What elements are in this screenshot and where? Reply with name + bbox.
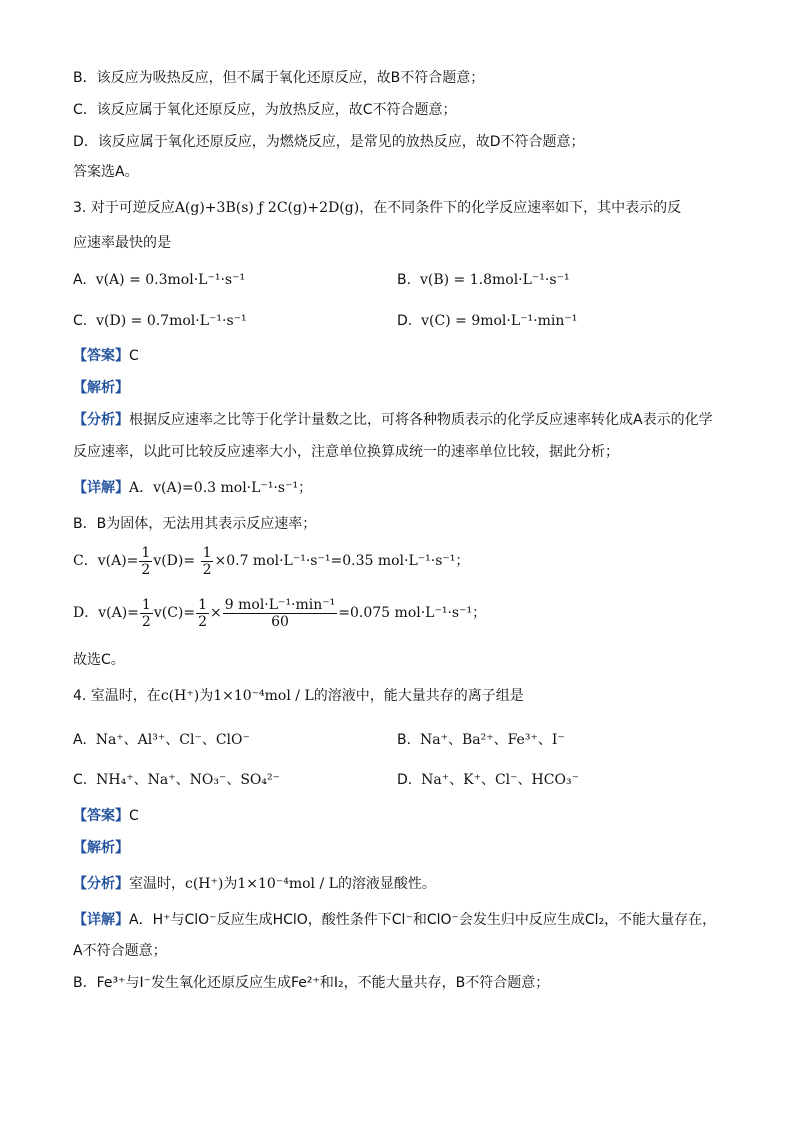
option-d: [397, 770, 579, 790]
option-key: D.: [397, 313, 413, 329]
xiangjie-a-cont: A不符合题意；: [73, 943, 167, 959]
fenxi-line-cont: 反应速率，以此可比较反应速率大小，注意单位换算成统一的速率单位比较，据此分析；: [73, 444, 619, 460]
xiangjie-c: [73, 542, 469, 580]
xiangjie-label: 【详解】: [73, 480, 129, 496]
answer-line: [73, 346, 139, 366]
text-line: C．该反应属于氧化还原反应，为放热反应，故C不符合题意；: [73, 102, 457, 118]
calc-text: D．v(A)=: [73, 605, 139, 621]
answer-value: C: [129, 348, 139, 364]
option-expr: Na⁺、Al³⁺、Cl⁻、ClO⁻: [95, 732, 250, 748]
conclusion: 故选C。: [73, 652, 125, 668]
option-expr: Na⁺、Ba²⁺、Fe³⁺、I⁻: [419, 732, 565, 748]
question-3-stem-cont: 应速率最快的是: [73, 235, 171, 251]
reaction-equation: A(g)+3B(s) ƒ 2C(g)+2D(g): [174, 200, 360, 216]
calc-text: v(C)=: [153, 605, 196, 621]
analysis-heading: [73, 378, 129, 398]
concentration-expr: 1×10⁻⁴mol / L: [213, 688, 314, 704]
stem-text: 3. 对于可逆反应: [73, 200, 175, 216]
fenxi-label: 【分析】: [73, 876, 129, 892]
fenxi-line: [73, 874, 436, 894]
option-key: A.: [73, 272, 87, 288]
fenxi-label: 【分析】: [73, 412, 129, 428]
xiangjie-a: A．H⁺与ClO⁻反应生成HClO，酸性条件下Cl⁻和ClO⁻会发生归中反应生成Cl₂，不能大量存在，: [129, 912, 717, 928]
calc-text: =0.075 mol·L⁻¹·s⁻¹；: [338, 605, 487, 621]
fraction-rate: $\frac{\text{9 mol·L⁻¹·min⁻¹}}{60}$: [224, 596, 336, 630]
question-3-stem: [73, 198, 681, 218]
option-key: B.: [397, 732, 412, 748]
option-expr: Na⁺、K⁺、Cl⁻、HCO₃⁻: [421, 772, 579, 788]
analysis-heading: [73, 838, 129, 858]
stem-text: ，在不同条件下的化学反应速率如下，其中表示的反: [359, 200, 682, 216]
question-4-stem: [73, 686, 524, 706]
fenxi-text: 为: [223, 876, 238, 892]
fraction-half: $\frac{1}{2}$: [141, 596, 151, 630]
xiangjie-d: [73, 594, 486, 632]
xiangjie-line: [73, 910, 716, 930]
option-expr: NH₄⁺、Na⁺、NO₃⁻、SO₄²⁻: [96, 772, 280, 788]
text-line: 答案选A。: [73, 164, 139, 180]
option-b: [397, 730, 565, 750]
option-expr: v(C) = 9mol·L⁻¹·min⁻¹: [421, 313, 578, 329]
calc-text: ×0.7 mol·L⁻¹·s⁻¹=0.35 mol·L⁻¹·s⁻¹；: [214, 553, 470, 569]
answer-label: 【答案】: [73, 348, 129, 364]
option-expr: v(B) = 1.8mol·L⁻¹·s⁻¹: [419, 272, 570, 288]
option-a: [73, 730, 250, 750]
option-c: [73, 311, 247, 331]
stem-text: 为: [199, 688, 214, 704]
text-line: D．该反应属于氧化还原反应，为燃烧反应，是常见的放热反应，故D不符合题意；: [73, 134, 585, 150]
condition-expr: c(H⁺): [185, 876, 224, 892]
condition-expr: c(H⁺): [160, 688, 200, 704]
option-key: D.: [397, 772, 413, 788]
calc-text: ×: [210, 605, 222, 621]
option-c: [73, 770, 280, 790]
fraction-half: $\frac{1}{2}$: [198, 596, 208, 630]
option-key: C.: [73, 772, 88, 788]
fenxi-line: [73, 410, 713, 430]
calc-text: v(D)=: [153, 553, 196, 569]
analysis-label: 【解析】: [73, 840, 129, 856]
option-key: B.: [397, 272, 412, 288]
xiangjie-a: A．v(A)=0.3 mol·L⁻¹·s⁻¹；: [129, 480, 313, 496]
fraction-half: $\frac{1}{2}$: [141, 544, 151, 578]
stem-text: 4. 室温时，在: [73, 688, 161, 704]
fraction-half: $\frac{1}{2}$: [202, 544, 212, 578]
xiangjie-b: B．Fe³⁺与I⁻发生氧化还原反应生成Fe²⁺和I₂，不能大量共存，B不符合题意；: [73, 975, 550, 991]
fenxi-text: 室温时，: [129, 876, 185, 892]
concentration-expr: 1×10⁻⁴mol / L: [237, 876, 338, 892]
option-a: [73, 270, 245, 290]
stem-text: 的溶液中，能大量共存的离子组是: [313, 688, 524, 704]
text-line: B．该反应为吸热反应，但不属于氧化还原反应，故B不符合题意；: [73, 70, 485, 86]
option-d: [397, 311, 577, 331]
option-key: A.: [73, 732, 87, 748]
fenxi-text: 根据反应速率之比等于化学计量数之比，可将各种物质表示的化学反应速率转化成A表示的化学: [129, 412, 713, 428]
answer-label: 【答案】: [73, 808, 129, 824]
fenxi-text: 的溶液显酸性。: [337, 876, 436, 892]
answer-value: C: [129, 808, 139, 824]
answer-line: [73, 806, 139, 826]
xiangjie-b: B．B为固体，无法用其表示反应速率；: [73, 516, 317, 532]
option-b: [397, 270, 570, 290]
calc-text: C．v(A)=: [73, 553, 139, 569]
analysis-label: 【解析】: [73, 380, 129, 396]
xiangjie-label: 【详解】: [73, 912, 129, 928]
option-key: C.: [73, 313, 88, 329]
xiangjie-line: [73, 478, 312, 498]
option-expr: v(D) = 0.7mol·L⁻¹·s⁻¹: [96, 313, 247, 329]
option-expr: v(A) = 0.3mol·L⁻¹·s⁻¹: [95, 272, 246, 288]
